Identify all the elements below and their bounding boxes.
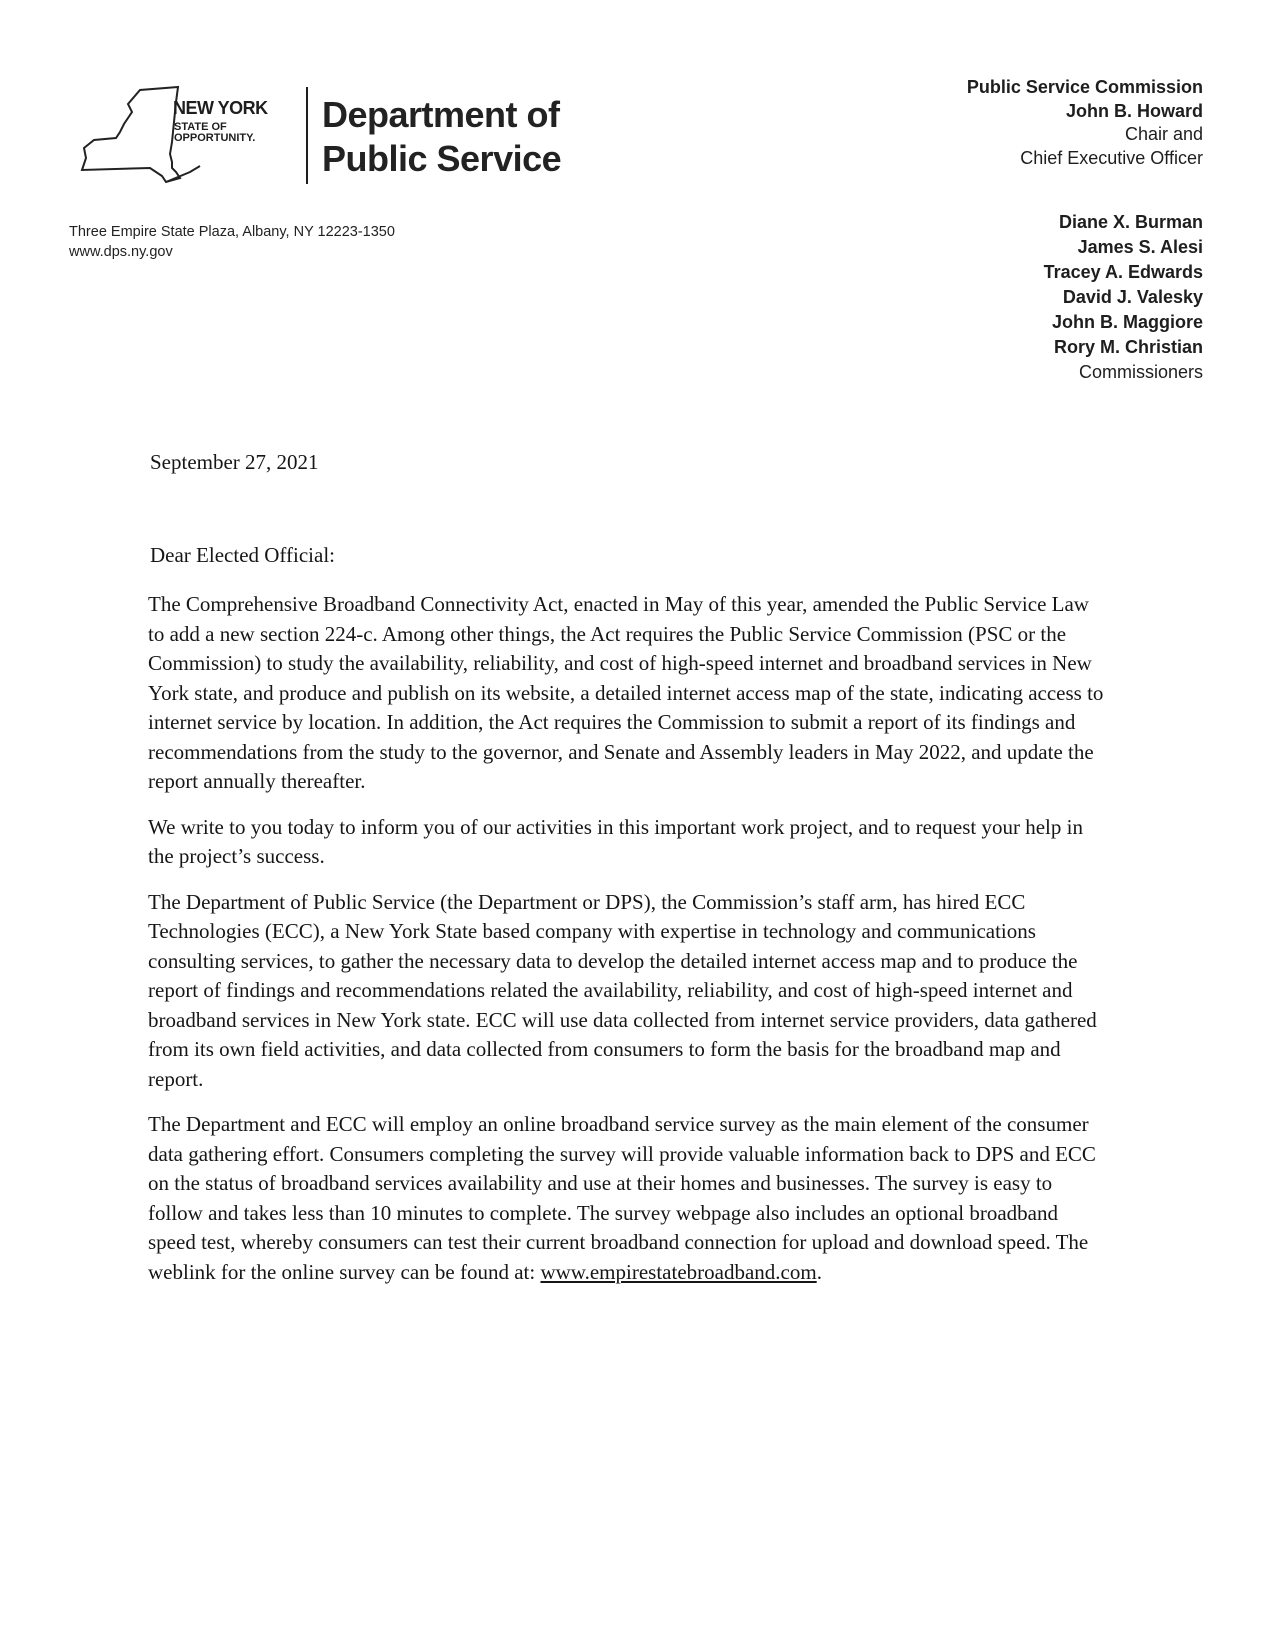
ny-wordmark-line2: STATE OF [174,121,227,133]
commissioner-name: James S. Alesi [1077,237,1203,257]
chair-role-line1: Chair and [1124,124,1203,144]
chair-role-line2: Chief Executive Officer [1020,147,1203,168]
survey-text: The Department and ECC will employ an online broadband service survey as the main element of the consumer data gathering effort. Consumers completing the survey will provide valuable information back to DPS and ECC on the status of broadband services availability and use at their homes and businesses. The survey is easy to follow and takes less than 10 minutes to complete. The survey webpage also includes an optional broadband speed test, whereby consumers can test their current broadband connection for upload and download speed. The weblink for the online survey can be found at: [148,1112,1096,1284]
paragraph-survey [148,1110,1108,1287]
letterhead-logo [80,82,580,192]
commissioners-list [1044,210,1203,385]
ny-wordmark-line3: OPPORTUNITY. [174,132,256,144]
letter-body [148,590,1108,1303]
commissioner-name: Rory M. Christian [1053,337,1203,357]
commission-title: Public Service Commission [966,77,1203,97]
paragraph-purpose: We write to you today to inform you of our activities in this important work project, and to request your help in the project’s success. [148,814,1083,868]
chair-name: John B. Howard [1065,100,1203,121]
department-title-line2: Public Service [322,138,562,179]
letter-date: September 27, 2021 [150,450,319,474]
commissioner-name: Tracey A. Edwards [1043,262,1203,282]
paragraph-act-summary: The Comprehensive Broadband Connectivity Act, enacted in May of this year, amended the Public Service Law to add a new section 224-c. Among other things, the Act requires the Public Service Commission (PSC or the Commission) to study the availability, reliability, and cost of high-speed internet and broadband services in New York state, and produce and publish on its website, a detailed internet access map of the state, indicating access to internet service by location. In addition, the Act requires the Commission to submit a report of its findings and recommendations from the study to the governor, and Senate and Assembly leaders in May 2022, and update the report annually thereafter. [148,592,1104,793]
department-address [69,222,395,262]
commissioners-label: Commissioners [1078,362,1203,382]
letter-salutation: Dear Elected Official: [150,543,336,567]
survey-link[interactable]: www.empirestatebroadband.com [540,1259,817,1284]
survey-end: . [816,1259,822,1284]
commissioner-name: David J. Valesky [1062,287,1203,307]
paragraph-ecc-hire: The Department of Public Service (the Department or DPS), the Commission’s staff arm, has hired ECC Technologies (ECC), a New York State based company with expertise in technology and communications consulting services, to gather the necessary data to develop the detailed internet access map and to produce the report of findings and recommendations related the availability, reliability, and cost of high-speed internet and broadband services in New York state. ECC will use data collected from internet service providers, data gathered from its own field activities, and data collected from consumers to form the basis for the broadband map and report. [148,889,1097,1091]
commissioner-name: Diane X. Burman [1058,212,1203,232]
department-title-line1: Department of [322,94,560,135]
ny-wordmark-line1: NEW YORK [173,98,268,118]
address-website: www.dps.ny.gov [69,244,173,260]
commission-block [967,76,1203,170]
logo-divider [306,87,308,184]
address-street: Three Empire State Plaza, Albany, NY 12223-1350 [69,224,395,240]
commissioner-name: John B. Maggiore [1051,312,1203,332]
